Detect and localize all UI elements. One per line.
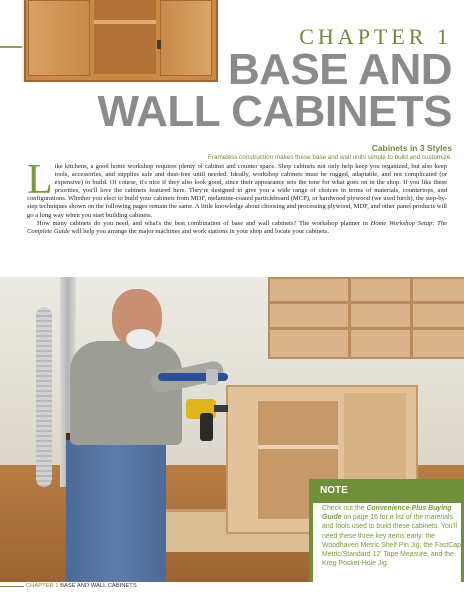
footer-rule — [0, 586, 24, 587]
note-title: NOTE — [320, 485, 348, 496]
body-paragraph-2-start: How many cabinets do you need, and what's the best combination of base and wall cabinets? The workshop planner in — [37, 219, 371, 227]
shelf-divider — [348, 279, 351, 357]
drill-chuck — [214, 405, 228, 412]
drill-grip — [200, 413, 213, 441]
drop-cap: L — [27, 157, 53, 203]
section-subheading: Frameless construction makes these base and wall units simple to build and customize. — [208, 154, 452, 161]
person-beard — [126, 329, 156, 349]
body-paragraph-2-end: will help you arrange the major machines and work stations in your shop and locate your cabinets. — [69, 227, 329, 235]
page-title-line2: WALL CABINETS — [97, 87, 452, 136]
page-footer — [0, 582, 464, 600]
dust-hose — [36, 307, 52, 487]
note-text — [322, 504, 462, 568]
body-paragraph-1-text: ike kitchens, a good home workshop requires plenty of cabinet and counter space. Shop cabinets not only help keep you organized, but also keep tools, accessories, and supplies safe and dust-free until needed. Ideally, workshop cabinets must be rugged, adaptable, and not complicated (or expensive) to build. Of course, it's nice if they also look good, since their appearance sets the tone for what goes on in the shop. If you like these priorities, you'll love the cabinets featured here. They're designed to give you a wide range of choices in terms of materials, countertops, and configurations. Whether you elect to build your cabinets from MDF, melamine-coated particleboard (MCP), or hardwood plywood (we used birch), the step-by-step techniques shown on the following pages remain the same. A little knowledge about choosing and processing plywood, MDF, and other panel products will go a long way when you start building cabinets. — [27, 163, 447, 219]
shelf-board — [270, 301, 464, 304]
footer-text — [26, 583, 137, 589]
note-text-end: on page 16 for a list of the materials and tools used to build these cabinets. You'll need these three key items early: the Woodhaven Metric Shelf Pin Jig, the FastCap Metric/Standard 12' Tape Measure, and the Kreg Pocket-Hole Jig. — [322, 514, 461, 568]
green-rule — [0, 46, 22, 48]
buying-guide-reference: Convenience-Plus Buying Guide — [322, 505, 452, 522]
drill-icon — [186, 399, 226, 441]
clamp-handle-icon — [206, 369, 218, 385]
footer-chapter-number: CHAPTER 1 — [26, 583, 59, 589]
cabinet-door-left — [28, 0, 90, 76]
base-cabinet-shelf — [258, 445, 338, 449]
shelf-divider — [410, 279, 413, 357]
wall-shelving-unit — [268, 277, 464, 359]
person-jeans — [66, 437, 166, 582]
footer-chapter-title: BASE AND WALL CABINETS — [58, 583, 137, 589]
body-paragraph-2 — [27, 220, 447, 236]
note-text-start: Check out the — [322, 505, 367, 512]
person-shirt — [70, 341, 182, 445]
page-title-line1: BASE AND — [227, 45, 452, 94]
chapter-label: CHAPTER 1 — [299, 24, 452, 49]
cabinet-shelf — [94, 20, 156, 24]
section-heading: Cabinets in 3 Styles — [371, 143, 452, 153]
cabinet-interior — [94, 0, 156, 74]
book-reference: Home Workshop Setup: The Complete Guide — [27, 219, 447, 235]
shelf-board — [270, 327, 464, 330]
